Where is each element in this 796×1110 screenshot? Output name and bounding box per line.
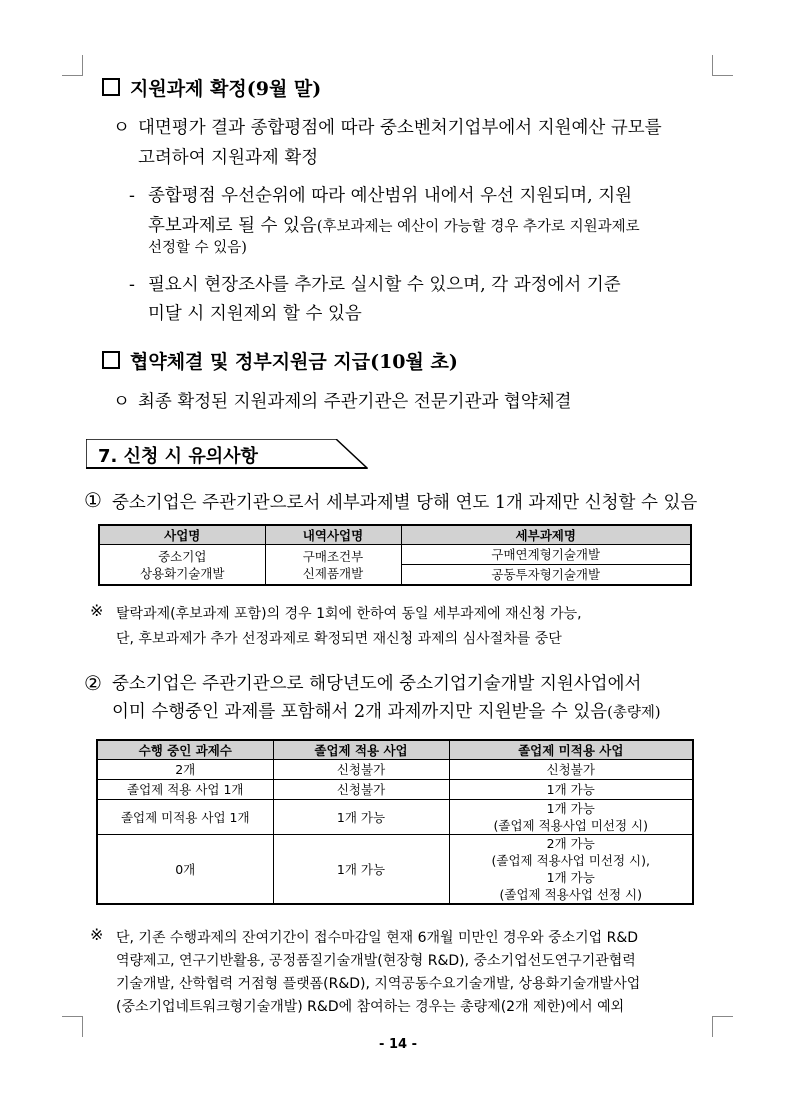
crop-mark-top-right	[712, 55, 733, 76]
heading-agreement: 협약체결 및 정부지원금 지급(10월 초)	[102, 347, 458, 374]
page-number: - 14 -	[379, 1037, 417, 1052]
table-header: 세부과제명	[401, 525, 691, 545]
bullet-circle-2: ㅇ	[113, 392, 130, 412]
note-text: (중소기업네트워크형기술개발) R&D에 참여하는 경우는 총량제(2개 제한)에서 예외	[116, 999, 625, 1015]
item-2-text: 중소기업은 주관기관으로 해당년도에 중소기업기술개발 지원사업에서	[112, 674, 642, 694]
dash-marker: -	[129, 186, 135, 206]
crop-mark-bottom-left	[62, 1016, 83, 1037]
item-marker-2: ②	[84, 671, 102, 695]
text-line: 후보과제로 될 수 있음(후보과제는 예산이 가능할 경우 추가로 지원과제로	[148, 216, 640, 236]
table-header: 졸업제 적용 사업	[273, 740, 449, 760]
table-row: 0개 1개 가능 2개 가능 (졸업제 적용사업 미선정 시), 1개 가능 (졸업제 적용사업 선정 시)	[97, 835, 693, 905]
note-marker: ※	[90, 601, 104, 620]
note-text: 기술개발, 산학협력 거점형 플랫폼(R&D), 지역공동수요기술개발, 상용화기술개발사업	[116, 976, 641, 992]
note-marker: ※	[90, 925, 104, 944]
table-header: 내역사업명	[265, 525, 401, 545]
text-line: 고려하여 지원과제 확정	[138, 148, 319, 168]
dash-marker: -	[129, 275, 135, 295]
note-text: 단, 기존 수행과제의 잔여기간이 접수마감일 현재 6개월 미만인 경우와 중소기업 R&D	[116, 930, 639, 946]
table-project-types	[98, 524, 692, 586]
table-header: 졸업제 미적용 사업	[449, 740, 693, 760]
item-1-text: 중소기업은 주관기관으로서 세부과제별 당해 연도 1개 과제만 신청할 수 있음	[112, 493, 698, 513]
item-marker-1: ①	[84, 488, 102, 512]
table-cell-business: 중소기업 상용화기술개발	[99, 545, 265, 586]
table-cell-detail: 공동투자형기술개발	[401, 565, 691, 586]
note-text: 단, 후보과제가 추가 선정과제로 확정되면 재신청 과제의 심사절차를 중단	[116, 631, 562, 647]
checkbox-square-icon	[102, 78, 120, 96]
table-row: 졸업제 적용 사업 1개 신청불가 1개 가능	[97, 780, 693, 800]
table-row: 2개 신청불가 신청불가	[97, 760, 693, 780]
table-header: 사업명	[99, 525, 265, 545]
section-7-tab	[86, 439, 368, 469]
section-7-title: 7. 신청 시 유의사항	[98, 446, 258, 467]
table-row: 졸업제 미적용 사업 1개 1개 가능 1개 가능 (졸업제 적용사업 미선정 시)	[97, 800, 693, 835]
text-line: 최종 확정된 지원과제의 주관기관은 전문기관과 협약체결	[138, 392, 572, 412]
bullet-circle-1: ㅇ	[113, 118, 130, 138]
table-project-count	[96, 739, 694, 905]
note-text: 역량제고, 연구기반활용, 공정품질기술개발(현장형 R&D), 중소기업선도연구기관협력	[116, 953, 636, 969]
note-text: 탈락과제(후보과제 포함)의 경우 1회에 한하여 동일 세부과제에 재신청 가능,	[116, 606, 582, 622]
text-line: 선정할 수 있음)	[148, 240, 247, 256]
text-line: 종합평점 우선순위에 따라 예산범위 내에서 우선 지원되며, 지원	[148, 186, 633, 206]
table-cell-subbusiness: 구매조건부 신제품개발	[265, 545, 401, 586]
table-header: 수행 중인 과제수	[97, 740, 273, 760]
text-line: 미달 시 지원제외 할 수 있음	[148, 304, 362, 324]
checkbox-square-icon	[102, 351, 120, 369]
item-2-text: 이미 수행중인 과제를 포함해서 2개 과제까지만 지원받을 수 있음(총량제)	[112, 702, 661, 722]
heading-support-confirmation: 지원과제 확정(9월 말)	[102, 74, 321, 101]
crop-mark-bottom-right	[712, 1016, 733, 1037]
crop-mark-top-left	[62, 55, 83, 76]
text-line: 대면평가 결과 종합평점에 따라 중소벤처기업부에서 지원예산 규모를	[138, 118, 662, 138]
table-cell-detail: 구매연계형기술개발	[401, 545, 691, 565]
text-line: 필요시 현장조사를 추가로 실시할 수 있으며, 각 과정에서 기준	[148, 275, 621, 295]
